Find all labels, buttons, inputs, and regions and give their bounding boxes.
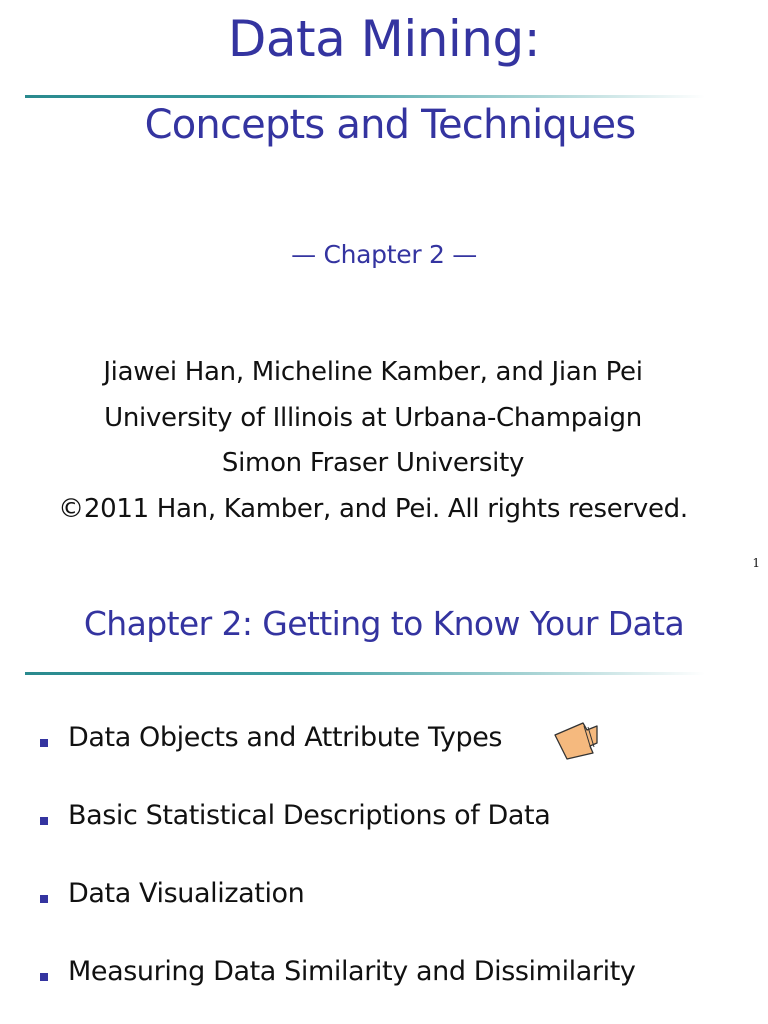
affiliation-line: University of Illinois at Urbana-Champaign: [104, 402, 642, 433]
list-item-text: Data Visualization: [68, 878, 305, 909]
bullet-square-icon: [40, 817, 48, 825]
list-item-text: Measuring Data Similarity and Dissimilarity: [68, 956, 636, 987]
affiliation-line: Simon Fraser University: [221, 448, 525, 478]
outline-title: Chapter 2: Getting to Know Your Data: [83, 604, 685, 643]
title-divider: [25, 672, 705, 675]
authors-line: Jiawei Han, Micheline Kamber, and Jian Pei: [103, 357, 643, 387]
copyright-line: ©2011 Han, Kamber, and Pei. All rights reserved.: [58, 493, 688, 524]
slide-title-heading: Data Mining:: [227, 10, 541, 68]
list-item-text: Basic Statistical Descriptions of Data: [68, 800, 551, 831]
pointing-arrow-icon: [553, 721, 599, 761]
bullet-square-icon: [40, 739, 48, 747]
bullet-square-icon: [40, 895, 48, 903]
slide-outline: [0, 582, 768, 1024]
chapter-marker: — Chapter 2 —: [291, 240, 477, 269]
list-item-text: Data Objects and Attribute Types: [68, 722, 503, 753]
slide-subtitle: Concepts and Techniques: [144, 102, 636, 148]
page-number: 1: [752, 556, 760, 570]
title-divider: [25, 95, 705, 98]
authors-block: [0, 350, 746, 532]
bullet-square-icon: [40, 973, 48, 981]
